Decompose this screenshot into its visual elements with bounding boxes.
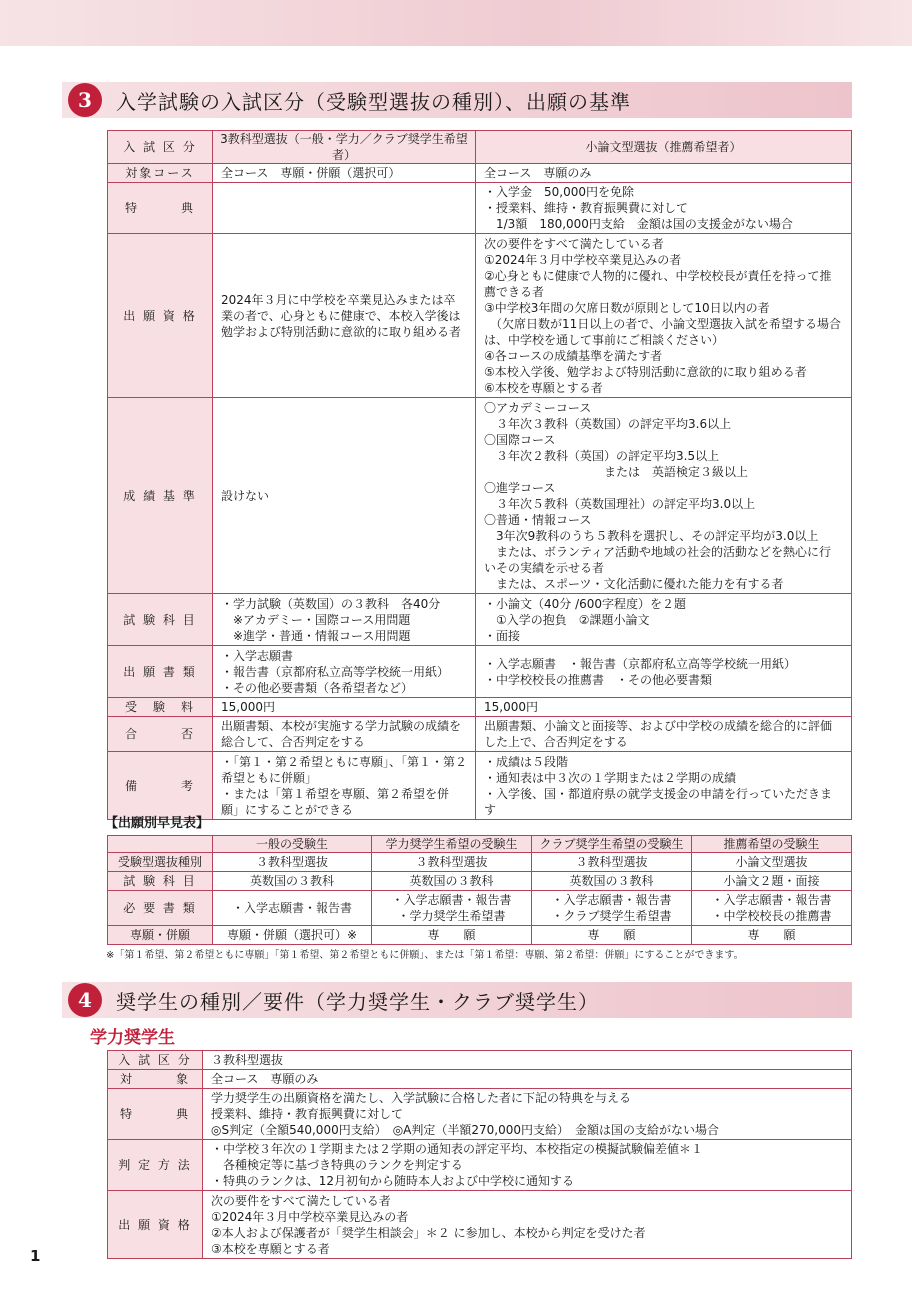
table-cell: 英数国の３教科: [372, 872, 532, 891]
table-row: [108, 717, 852, 752]
row-value-col2: 次の要件をすべて満たしている者 ①2024年３月中学校卒業見込みの者 ②心身ともに健康で人物的に優れ、中学校校長が責任を持って推薦できる者 ③中学校3年間の欠席日数が原則として10日以内の者 （欠席日数が11日以上の者で、小論文型選抜入試を希望する場合は、中学校を通して事前にご相談ください） ④各コースの成績基準を満たす者 ⑤本校入学後、勉学および特別活動に意欲的に取り組める者 ⑥本校を専願とする者: [476, 234, 852, 398]
table-cell: 専願・併願（選択可）※: [213, 926, 372, 945]
row-label: 入 試 区 分: [108, 1051, 203, 1070]
row-label: 合 否: [108, 717, 213, 752]
row-value-col1: [213, 183, 476, 234]
table-cell: 英数国の３教科: [532, 872, 692, 891]
row-value-col1: 15,000円: [213, 698, 476, 717]
page-number: 1: [30, 1247, 41, 1265]
row-value-col1: ・入学志願書 ・報告書（京都府私立高等学校統一用紙） ・その他必要書類（各希望者など）: [213, 646, 476, 698]
table-row: [108, 398, 852, 594]
table-row: [108, 1140, 852, 1191]
quick-look-table: [107, 835, 852, 945]
row-label: 成 績 基 準: [108, 398, 213, 594]
row-label: 備 考: [108, 752, 213, 820]
row-value-col2: 〇アカデミーコース ３年次３教科（英数国）の評定平均3.6以上 〇国際コース ３年次２教科（英国）の評定平均3.5以上 または 英語検定３級以上 〇進学コース ３年次５教科（英数国理社）の評定平均3.0以上 〇普通・情報コース 3年次9教科のうち５教科を選択し、その評定平均が3.0以上 または、ボランティア活動や地域の社会的活動などを熱心に行いその実績を示せる者 または、スポーツ・文化活動に優れた能力を有する者: [476, 398, 852, 594]
quick-header-recommend: 推薦希望の受験生: [692, 836, 852, 853]
table-row: [108, 926, 852, 945]
row-value-col1: 出願書類、本校が実施する学力試験の成績を総合して、合否判定をする: [213, 717, 476, 752]
table-cell: 小論文２題・面接: [692, 872, 852, 891]
table-cell: 専 願: [372, 926, 532, 945]
row-value-col2: 出願書類、小論文と面接等、および中学校の成績を総合的に評価した上で、合否判定をする: [476, 717, 852, 752]
row-value-col2: ・小論文（40分 /600字程度）を２題 ①入学の抱負 ②課題小論文 ・面接: [476, 594, 852, 646]
row-value-col2: ・入学志願書 ・報告書（京都府私立高等学校統一用紙） ・中学校校長の推薦書 ・その他必要書類: [476, 646, 852, 698]
quick-table-title: 【出願別早見表】: [105, 816, 210, 831]
section-4-number: 4: [68, 983, 102, 1017]
academic-scholar-title: 学力奨学生: [90, 1028, 175, 1048]
row-label: 試 験 科 目: [108, 594, 213, 646]
table-row: [108, 853, 852, 872]
quick-header-club: クラブ奨学生希望の受験生: [532, 836, 692, 853]
quick-table-note: ※「第１希望、第２希望ともに専願」「第１希望、第２希望ともに併願」、または「第１希望：専願、第２希望：併願」にすることができます。: [106, 950, 744, 961]
row-label: 受 験 料: [108, 698, 213, 717]
table-row: [108, 891, 852, 926]
table-row: [108, 183, 852, 234]
header-label: 入 試 区 分: [108, 131, 213, 164]
table-row: [108, 594, 852, 646]
row-label: 専願・併願: [108, 926, 213, 945]
row-label: 必 要 書 類: [108, 891, 213, 926]
table-cell: ３教科型選抜: [532, 853, 692, 872]
table-cell: ・入学志願書・報告書 ・学力奨学生希望書: [372, 891, 532, 926]
row-value: 学力奨学生の出願資格を満たし、入学試験に合格した者に下記の特典を与える 授業料、維持・教育振興費に対して ◎S判定（全額540,000円支給） ◎A判定（半額270,000円支給） 金額は国の支給がない場合: [203, 1089, 852, 1140]
table-row: [108, 1191, 852, 1259]
table-cell: ・入学志願書・報告書 ・クラブ奨学生希望書: [532, 891, 692, 926]
table-row: [108, 234, 852, 398]
quick-header-academic: 学力奨学生希望の受験生: [372, 836, 532, 853]
quick-header-general: 一般の受験生: [213, 836, 372, 853]
table-row: [108, 1089, 852, 1140]
row-value: 全コース 専願のみ: [203, 1070, 852, 1089]
table-cell: ・入学志願書・報告書 ・中学校校長の推薦書: [692, 891, 852, 926]
row-value-col1: ・学力試験（英数国）の３教科 各40分 ※アカデミー・国際コース用問題 ※進学・普通・情報コース用問題: [213, 594, 476, 646]
row-label: 出 願 書 類: [108, 646, 213, 698]
row-value: 次の要件をすべて満たしている者 ①2024年３月中学校卒業見込みの者 ②本人および保護者が「奨学生相談会」＊２ に参加し、本校から判定を受けた者 ③本校を専願とする者: [203, 1191, 852, 1259]
header-3-subject: 3教科型選抜（一般・学力／クラブ奨学生希望者）: [213, 131, 476, 164]
row-label: 判 定 方 法: [108, 1140, 203, 1191]
row-label: 特 典: [108, 183, 213, 234]
quick-header-empty: [108, 836, 213, 853]
table-row: [108, 164, 852, 183]
row-value-col1: 2024年３月に中学校を卒業見込みまたは卒業の者で、心身ともに健康で、本校入学後は勉学および特別活動に意欲的に取り組める者: [213, 234, 476, 398]
admission-criteria-table: [107, 130, 852, 820]
row-label: 対 象: [108, 1070, 203, 1089]
row-value-col2: ・成績は５段階 ・通知表は中３次の１学期または２学期の成績 ・入学後、国・都道府県の就学支援金の申請を行っていただきます: [476, 752, 852, 820]
top-decorative-band: [0, 0, 912, 50]
table-row: [108, 872, 852, 891]
table-cell: ３教科型選抜: [372, 853, 532, 872]
section-4-title: 奨学生の種別／要件（学力奨学生・クラブ奨学生）: [116, 989, 599, 1014]
row-value-col2: ・入学金 50,000円を免除 ・授業料、維持・教育振興費に対して 1/3額 180,000円支給 金額は国の支援金がない場合: [476, 183, 852, 234]
table-cell: ３教科型選抜: [213, 853, 372, 872]
row-label: 対象コース: [108, 164, 213, 183]
section-4-header: [62, 982, 852, 1018]
row-value: ・中学校３年次の１学期または２学期の通知表の評定平均、本校指定の模擬試験偏差値＊１ 各種検定等に基づき特典のランクを判定する ・特典のランクは、12月初旬から随時本人および中学校に通知する: [203, 1140, 852, 1191]
row-label: 試 験 科 目: [108, 872, 213, 891]
section-3-header: [62, 82, 852, 118]
row-value-col2: 15,000円: [476, 698, 852, 717]
row-label: 受験型選抜種別: [108, 853, 213, 872]
table-row: [108, 698, 852, 717]
section-3-title: 入学試験の入試区分（受験型選抜の種別）、出願の基準: [116, 89, 631, 114]
table-cell: 小論文型選抜: [692, 853, 852, 872]
row-label: 出 願 資 格: [108, 1191, 203, 1259]
row-value-col1: 全コース 専願・併願（選択可）: [213, 164, 476, 183]
table-cell: ・入学志願書・報告書: [213, 891, 372, 926]
table-row: [108, 1051, 852, 1070]
row-label: 特 典: [108, 1089, 203, 1140]
row-value-col1: ・「第１・第２希望ともに専願」、「第１・第２希望ともに併願」 ・または「第１希望を専願、第２希望を併願」にすることができる: [213, 752, 476, 820]
table-cell: 英数国の３教科: [213, 872, 372, 891]
row-value: ３教科型選抜: [203, 1051, 852, 1070]
row-label: 出 願 資 格: [108, 234, 213, 398]
table-row: [108, 752, 852, 820]
header-essay: 小論文型選抜（推薦希望者）: [476, 131, 852, 164]
table-row: [108, 646, 852, 698]
table-cell: 専 願: [692, 926, 852, 945]
section-3-number: 3: [68, 83, 102, 117]
scholarship-table: [107, 1050, 852, 1259]
table-cell: 専 願: [532, 926, 692, 945]
row-value-col1: 設けない: [213, 398, 476, 594]
table-row: [108, 1070, 852, 1089]
row-value-col2: 全コース 専願のみ: [476, 164, 852, 183]
